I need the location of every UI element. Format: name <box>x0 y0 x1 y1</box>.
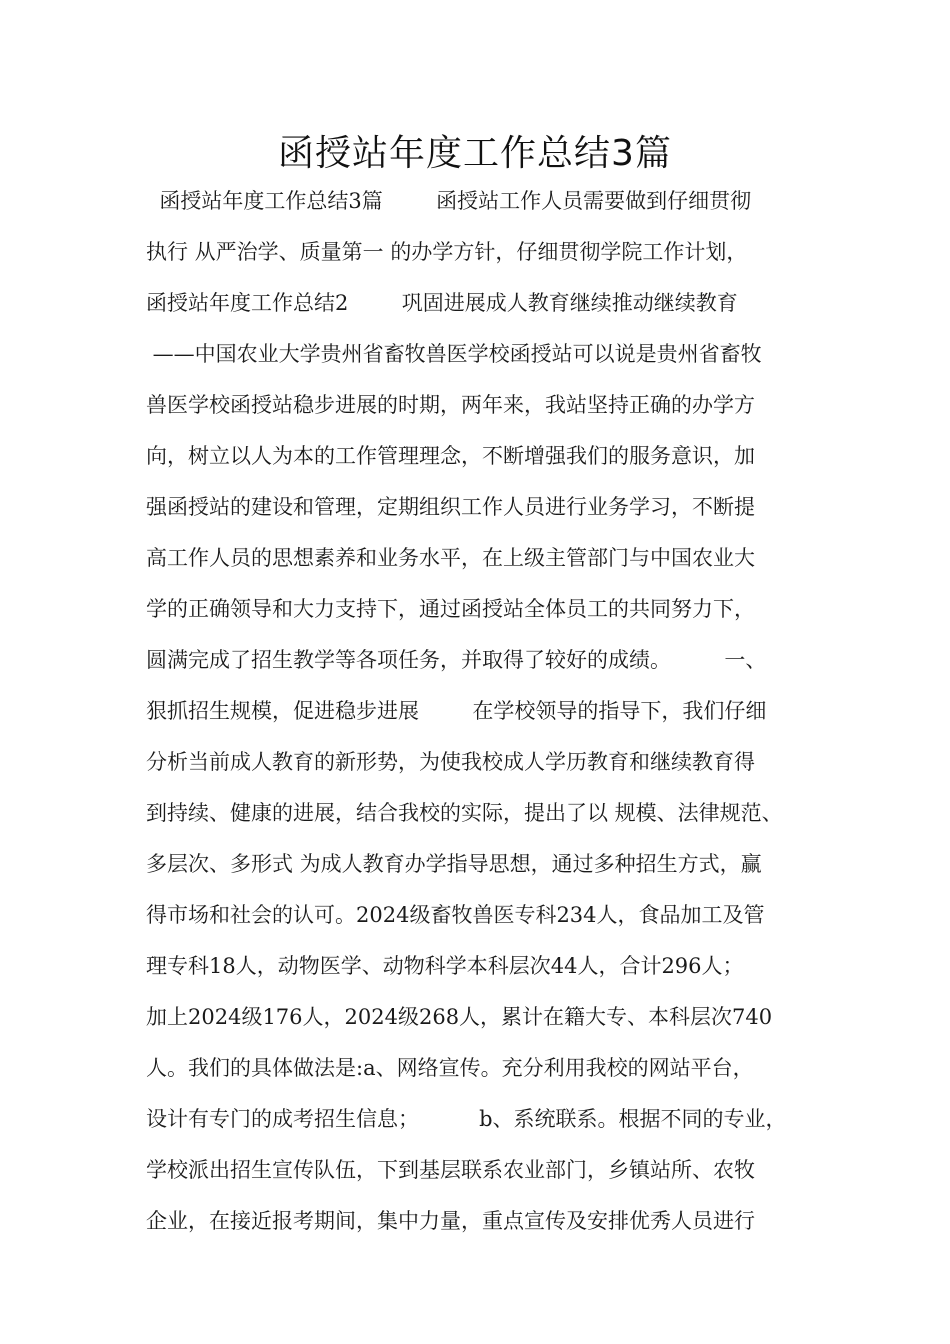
body-line: 分析当前成人教育的新形势，为使我校成人学历教育和继续教育得 <box>146 750 755 774</box>
body-line: 兽医学校函授站稳步进展的时期，两年来，我站坚持正确的办学方 <box>146 393 755 417</box>
body-line: 到持续、健康的进展，结合我校的实际，提出了以 规模、法律规范、 <box>146 801 783 825</box>
body-line: 高工作人员的思想素养和业务水平，在上级主管部门与中国农业大 <box>146 546 755 570</box>
body-line: 人。我们的具体做法是:a、网络宣传。充分利用我校的网站平台， <box>146 1056 754 1080</box>
body-line: 圆满完成了招生教学等各项任务，并取得了较好的成绩。 一、 <box>146 648 767 672</box>
body-line: 强函授站的建设和管理，定期组织工作人员进行业务学习，不断提 <box>146 495 755 519</box>
document-title: 函授站年度工作总结3篇 <box>278 133 672 174</box>
body-line: 函授站年度工作总结3篇 函授站工作人员需要做到仔细贯彻 <box>146 189 752 213</box>
body-line: 设计有专门的成考招生信息； b、系统联系。根据不同的专业， <box>146 1107 787 1131</box>
body-line: 函授站年度工作总结2 巩固进展成人教育继续推动继续教育 <box>146 291 738 315</box>
body-line: 学校派出招生宣传队伍，下到基层联系农业部门，乡镇站所、农牧 <box>146 1158 755 1182</box>
body-line: 企业，在接近报考期间，集中力量，重点宣传及安排优秀人员进行 <box>146 1209 755 1233</box>
document-body <box>146 186 826 1257</box>
body-line: 得市场和社会的认可。2024级畜牧兽医专科234人，食品加工及管 <box>146 903 765 927</box>
body-line: 执行 从严治学、质量第一 的办学方针，仔细贯彻学院工作计划， <box>146 240 748 264</box>
body-line: ——中国农业大学贵州省畜牧兽医学校函授站可以说是贵州省畜牧 <box>146 342 762 366</box>
body-line: 向，树立以人为本的工作管理理念，不断增强我们的服务意识，加 <box>146 444 755 468</box>
body-line: 学的正确领导和大力支持下，通过函授站全体员工的共同努力下， <box>146 597 755 621</box>
body-line: 狠抓招生规模，促进稳步进展 在学校领导的指导下，我们仔细 <box>146 699 767 723</box>
body-line: 理专科18人，动物医学、动物科学本科层次44人，合计296人； <box>146 954 744 978</box>
body-line: 多层次、多形式 为成人教育办学指导思想，通过多种招生方式，赢 <box>146 852 762 876</box>
body-line: 加上2024级176人，2024级268人，累计在籍大专、本科层次740 <box>146 1005 773 1029</box>
